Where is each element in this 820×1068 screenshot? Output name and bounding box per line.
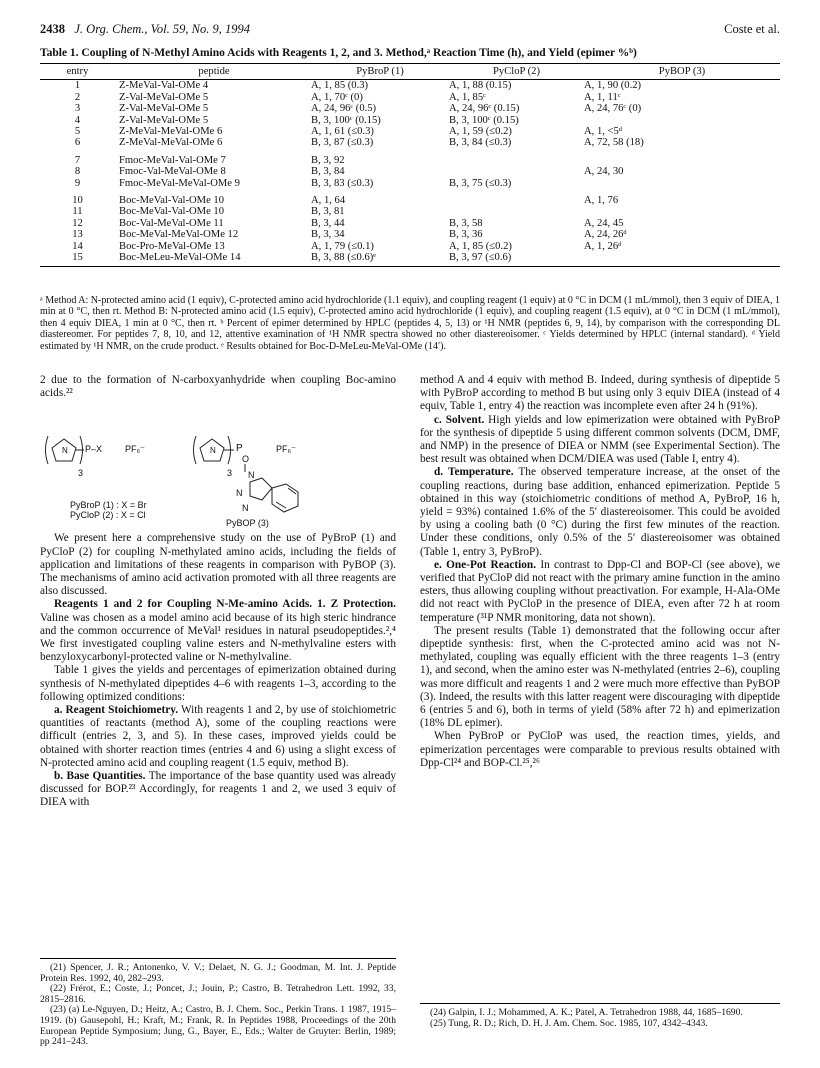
table-cell: A, 24, 96ᶜ (0.5): [311, 103, 377, 115]
paragraph: method A and 4 equiv with method B. Indeed, during synthesis of dipeptide 5 with PyBroP according to method B but using only 3 equiv DIEA (instead of 4 equiv, Table 1, entry 4) the reaction was incomplete even after 24 h (91%).: [420, 374, 780, 413]
table-row: [40, 103, 780, 114]
table-cell: 1: [74, 80, 81, 92]
table-row: [40, 92, 780, 103]
table-cell: 8: [74, 166, 81, 178]
table-cell: [584, 252, 780, 266]
paragraph: e. One-Pot Reaction. In contrast to Dpp-Cl and BOP-Cl (see above), we verified that PyCloP did not react with the primary amine function in the amino esters, thus allowing coupling without preactivation. For example, H-Ala-OMe did not react with PyCloP in the presence of DIEA, even after 72 h at room temperature (³¹P NMR monitoring, data not shown).: [420, 558, 781, 624]
table-cell: B, 3, 87 (≤0.3): [311, 137, 374, 149]
table-cell: A, 1, 11ᶜ: [584, 91, 621, 103]
table-row: [40, 252, 780, 266]
table-cell: Z-Val-MeVal-OMe 5: [119, 103, 209, 115]
table-cell: B, 3, 58: [449, 217, 483, 229]
table-cell: 14: [72, 240, 83, 252]
table-cell: B, 3, 36: [449, 229, 483, 241]
col-header-pyclop: PyCloP (2): [449, 64, 584, 80]
section-heading: b. Base Quantities.: [54, 770, 146, 783]
col-header-pybrop: PyBroP (1): [309, 64, 449, 80]
page-number: 2438: [40, 22, 65, 36]
table-row: [40, 178, 780, 189]
table-footnotes: ᵃ Method A: N-protected amino acid (1 equiv), C-protected amino acid hydrochloride (1.1 equiv), and coupling reagent (1 equiv) at 0 °C in DCM (1 mL/mmol), then 3 equiv of DIEA, 1 min at 0 °C, then rt. Method B: N-protected amino acid (1.5 equiv), C-protected amino acid hydrochloride (1 equiv), and coupling reagent (1.5 equiv), at 0 °C in DCM (1 mL/mmol), then 4 equiv DIEA, 1 min at 0 °C, then rt. ᵇ Percent of epimer determined by HPLC (peptides 4, 5, 13) or ¹H NMR (peptides 6, 9, 14), by comparison with the corresponding DL diastereomer. For peptides 7, 8, 10, and 12, attentive examination of ¹H NMR spectra showed no other diastereoisomer. ᶜ Yields determined by HPLC (internal standard). ᵈ Yield estimated by ¹H NMR, on the crude product. ᵉ Results obtained for Boc-D-MeLeu-MeVal-OMe (14′).: [40, 295, 780, 352]
table-cell: Z-Val-MeVal-OMe 5: [119, 114, 209, 126]
table-cell: A, 1, 85 (≤0.2): [449, 240, 512, 252]
table-cell: Z-Val-MeVal-OMe 5: [119, 91, 209, 103]
journal-citation: J. Org. Chem., Vol. 59, No. 9, 1994: [74, 22, 250, 36]
table-cell: [584, 149, 780, 166]
table-cell: A, 1, 61 (≤0.3): [311, 126, 374, 138]
left-column: [40, 374, 396, 810]
table-cell: B, 3, 75 (≤0.3): [449, 177, 512, 189]
structure-subscript: 3: [78, 468, 84, 479]
table-row: [40, 218, 780, 229]
table-cell: [449, 189, 584, 206]
table-cell: A, 24, 26ᵈ: [584, 229, 627, 241]
results-table: [40, 63, 780, 267]
table-cell: 3: [74, 103, 81, 115]
section-heading: d. Temperature.: [434, 466, 514, 479]
pyclop-label: PyCloP (2) : X = Cl: [70, 510, 146, 521]
section-heading: e. One-Pot Reaction.: [434, 558, 537, 571]
table-row: [40, 229, 780, 240]
pybrop-label: PyBroP (1) : X = Br: [70, 500, 147, 511]
table-cell: 11: [72, 206, 83, 218]
table-row: [40, 206, 780, 217]
table-cell: Boc-MeVal-Val-OMe 10: [119, 206, 225, 218]
table-caption: Table 1. Coupling of N-Methyl Amino Acids with Reagents 1, 2, and 3. Method,ᵃ Reaction Time (h), and Yield (epimer %ᵇ): [40, 47, 637, 59]
table-cell: B, 3, 100ᶜ (0.15): [449, 114, 519, 126]
table-row: [40, 189, 780, 206]
table-cell: [584, 115, 780, 126]
structure-subscript-2: 3: [227, 468, 233, 479]
table-cell: Boc-MeVal-Val-OMe 10: [119, 195, 225, 207]
table-cell: A, 24, 30: [584, 166, 624, 178]
table-cell: [449, 206, 584, 217]
table-cell: B, 3, 97 (≤0.6): [449, 252, 584, 266]
table-cell: 5: [74, 126, 81, 138]
table-cell: Fmoc-Val-MeVal-OMe 8: [119, 166, 226, 178]
table-cell: A, 1, 64: [311, 195, 346, 207]
table-cell: A, 24, 96ᶜ (0.15): [449, 103, 520, 115]
table-cell: 9: [74, 177, 81, 189]
table-cell: A, 1, 79 (≤0.1): [311, 240, 374, 252]
table-cell: A, 1, 85ᶜ: [449, 91, 486, 103]
reagent-structures: P–X PF₆⁻ 3 P O PF₆⁻ 3 N N N N N PyBroP (1) : X = Br PyCloP (2) : X = Cl PyBOP (3): [40, 406, 396, 528]
table-cell: 6: [74, 137, 81, 149]
table-cell: A, 1, 88 (0.15): [449, 80, 512, 92]
table-header-row: [40, 64, 780, 80]
table-cell: Boc-Val-MeVal-OMe 11: [119, 217, 224, 229]
table-cell: 15: [40, 252, 115, 266]
table-cell: Fmoc-MeVal-Val-OMe 7: [119, 154, 226, 166]
reference: (23) (a) Le-Nguyen, D.; Heitz, A.; Castro, B. J. Chem. Soc., Perkin Trans. 1 1987, 1915–1919. (b) Gausepohl, H.; Kraft, M.; Frank, R. In Peptides 1988, Proceedings of the 20th European Peptide Symposium; Jung, G., Bayer, E., Eds.; Walter de Gruyter: Berlin, 1989; pp 241–243.: [40, 1004, 396, 1048]
table-cell: Boc-Pro-MeVal-OMe 13: [119, 240, 225, 252]
paragraph: b. Base Quantities. The importance of the base quantity used was already discussed for BOP.²³ Accordingly, for reagents 1 and 2, we used 3 equiv of DIEA with: [40, 770, 396, 809]
table-cell: 12: [72, 217, 83, 229]
paragraph: Reagents 1 and 2 for Coupling N-Me-amino Acids. 1. Z Protection. Valine was chosen as a model amino acid because of its high steric hindrance and the common occurrence of MeVal¹ residues in natural pseudopeptides.²,⁴ We first investigated coupling valine esters and N-methylvaline esters with benzyloxycarbonyl-protected valine or N-methylvaline.: [40, 598, 396, 664]
table-cell: A, 1, 70ᶜ (0): [311, 91, 363, 103]
table-cell: B, 3, 88 (≤0.6)ᵉ: [309, 252, 449, 266]
table-cell: B, 3, 83 (≤0.3): [311, 177, 374, 189]
table-cell: A, 24, 76ᶜ (0): [584, 103, 642, 115]
reference: (22) Frérot, E.; Coste, J.; Poncet, J.; Jouin, P.; Castro, B. Tetrahedron Lett. 1992, 33, 2815–2816.: [40, 983, 396, 1005]
table-cell: [584, 178, 780, 189]
section-heading: Reagents 1 and 2 for Coupling N-Me-amino Acids. 1. Z Protection.: [54, 598, 396, 611]
right-column: [420, 374, 780, 770]
paragraph: When PyBroP or PyCloP was used, the reaction times, yields, and epimerization percentages were comparable to previous results obtained with Dpp-Cl²⁴ and BOP-Cl.²⁵,²⁶: [420, 730, 780, 769]
col-header-pybop: PyBOP (3): [584, 64, 780, 80]
table-cell: B, 3, 84: [311, 166, 345, 178]
references-right: [420, 1003, 780, 1029]
section-heading: a. Reagent Stoichiometry.: [54, 704, 179, 717]
table-row: [40, 137, 780, 148]
table-row: [40, 166, 780, 177]
table-cell: B, 3, 100ᶜ (0.15): [311, 114, 381, 126]
paragraph: Table 1 gives the yields and percentages of epimerization obtained during synthesis of N-methylated dipeptides 4–6 with reagents 1–3, according to the following optimized conditions:: [40, 664, 396, 703]
reference: (21) Spencer, J. R.; Antonenko, V. V.; Delaet, N. G. J.; Goodman, M. Int. J. Peptide Protein Res. 1992, 40, 282–293.: [40, 962, 396, 984]
table-cell: 10: [72, 195, 83, 207]
table-cell: 4: [74, 114, 81, 126]
col-header-peptide: peptide: [115, 64, 309, 80]
table-cell: A, 24, 45: [584, 217, 624, 229]
table-cell: [584, 206, 780, 217]
table-cell: Z-MeVal-MeVal-OMe 6: [119, 137, 223, 149]
table-cell: [449, 166, 584, 177]
col-header-entry: entry: [40, 64, 115, 80]
authors: Coste et al.: [724, 22, 780, 36]
reference: (25) Tung, R. D.; Rich, D. H. J. Am. Chem. Soc. 1985, 107, 4342–4343.: [430, 1017, 708, 1029]
table-cell: Z-MeVal-Val-OMe 4: [119, 80, 209, 92]
table-cell: A, 1, 76: [584, 195, 619, 207]
table-cell: B, 3, 84 (≤0.3): [449, 137, 512, 149]
structure-px-label: P–X: [85, 444, 103, 455]
paragraph: a. Reagent Stoichiometry. With reagents 1 and 2, by use of stoichiometric quantities of reactants (method A), some of the coupling reactions were difficult (entries 2, 3, and 5). In these cases, improved yields could be obtained with shorter reaction times (entries 4 and 6) using a slight excess of N-protected amino acid and coupling reagent (1.5 equiv, method B).: [40, 704, 396, 769]
pybop-label: PyBOP (3): [226, 518, 269, 529]
table-cell: Boc-MeVal-MeVal-OMe 12: [119, 229, 239, 241]
paragraph: c. Solvent. High yields and low epimerization were obtained with PyBroP for the synthesis of dipeptide 5 using different common solvents (DCM, DMF, and NMP) in the presence of DIEA or NMM (see Experimental Section). The best result was obtained when DCM/DIEA was used (Table I, entry 4).: [420, 413, 781, 466]
references-left: [40, 958, 396, 1048]
table-cell: 7: [74, 154, 81, 166]
table-cell: A, 1, 85 (0.3): [311, 80, 369, 92]
structure-pf6-label: PF₆⁻: [125, 444, 145, 455]
table-cell: A, 1, 90 (0.2): [584, 80, 642, 92]
table-cell: Fmoc-MeVal-MeVal-OMe 9: [119, 177, 240, 189]
table-row: [40, 80, 780, 92]
paragraph: d. Temperature. The observed temperature increase, at the onset of the coupling reactions, during base addition, enhanced epimerization. Peptide 5 obtained in this way (stoichiometric conditions of method A, PyBroP, 16 h, yield = 93%) contained 1.6% of the 5′ diastereoisomer. This could be avoided by using a cooling bath (0 °C) during the first few minutes of the reaction. Under these conditions, only 0.5% of the 5′ diastereoisomer was obtained (Table 1, entry 3, PyBroP).: [420, 466, 780, 558]
table-cell: [449, 149, 584, 166]
paragraph: The present results (Table 1) demonstrated that the following occur after dipeptide synthesis: first, when the C-protected amino acid was not N-methylated, coupling was equally efficient with the three reagents 1–3 (entry 1), and second, when the amino ester was N-methylated (entries 2–6), coupling was more difficult and reagents 1 and 2 were much more effective than PyBOP (3). Indeed, the results with this latter reagent were discouraging with dipeptide 6 (entries 5 and 6), both in terms of yield (58% after 72 h) and epimerization (18% DL epimer).: [420, 624, 780, 730]
table-cell: A, 72, 58 (18): [584, 137, 644, 149]
table-cell: Boc-MeLeu-MeVal-OMe 14: [115, 252, 309, 266]
section-heading: c. Solvent.: [434, 413, 485, 426]
table-cell: 13: [72, 229, 83, 241]
table-cell: B, 3, 92: [311, 154, 345, 166]
table-cell: A, 1, 26ᵈ: [584, 240, 622, 252]
reference: (24) Galpin, I. J.; Mohammed, A. K.; Patel, A. Tetrahedron 1988, 44, 1685–1690.: [430, 1007, 743, 1018]
table-cell: B, 3, 44: [311, 217, 345, 229]
table-body: [40, 80, 780, 266]
table-row: [40, 126, 780, 137]
table-row: [40, 115, 780, 126]
structure-pf6-label-2: PF₆⁻: [276, 444, 296, 455]
table-cell: A, 1, <5ᵈ: [584, 126, 623, 138]
table-cell: A, 1, 59 (≤0.2): [449, 126, 512, 138]
table-cell: Z-MeVal-MeVal-OMe 6: [119, 126, 223, 138]
table-row: [40, 149, 780, 166]
table-cell: B, 3, 81: [311, 206, 345, 218]
paragraph: We present here a comprehensive study on the use of PyBroP (1) and PyCloP (2) for coupling N-methylated amino acids, including the fields of application and limitations of these reagents in comparison with PyBOP (3). The mechanisms of amino acid activation promoted with all three reagents are also discussed.: [40, 532, 396, 598]
paragraph: 2 due to the formation of N-carboxyanhydride when coupling Boc-amino acids.²²: [40, 374, 396, 400]
table-row: [40, 241, 780, 252]
table-cell: B, 3, 34: [311, 229, 345, 241]
table-cell: 2: [74, 91, 81, 103]
